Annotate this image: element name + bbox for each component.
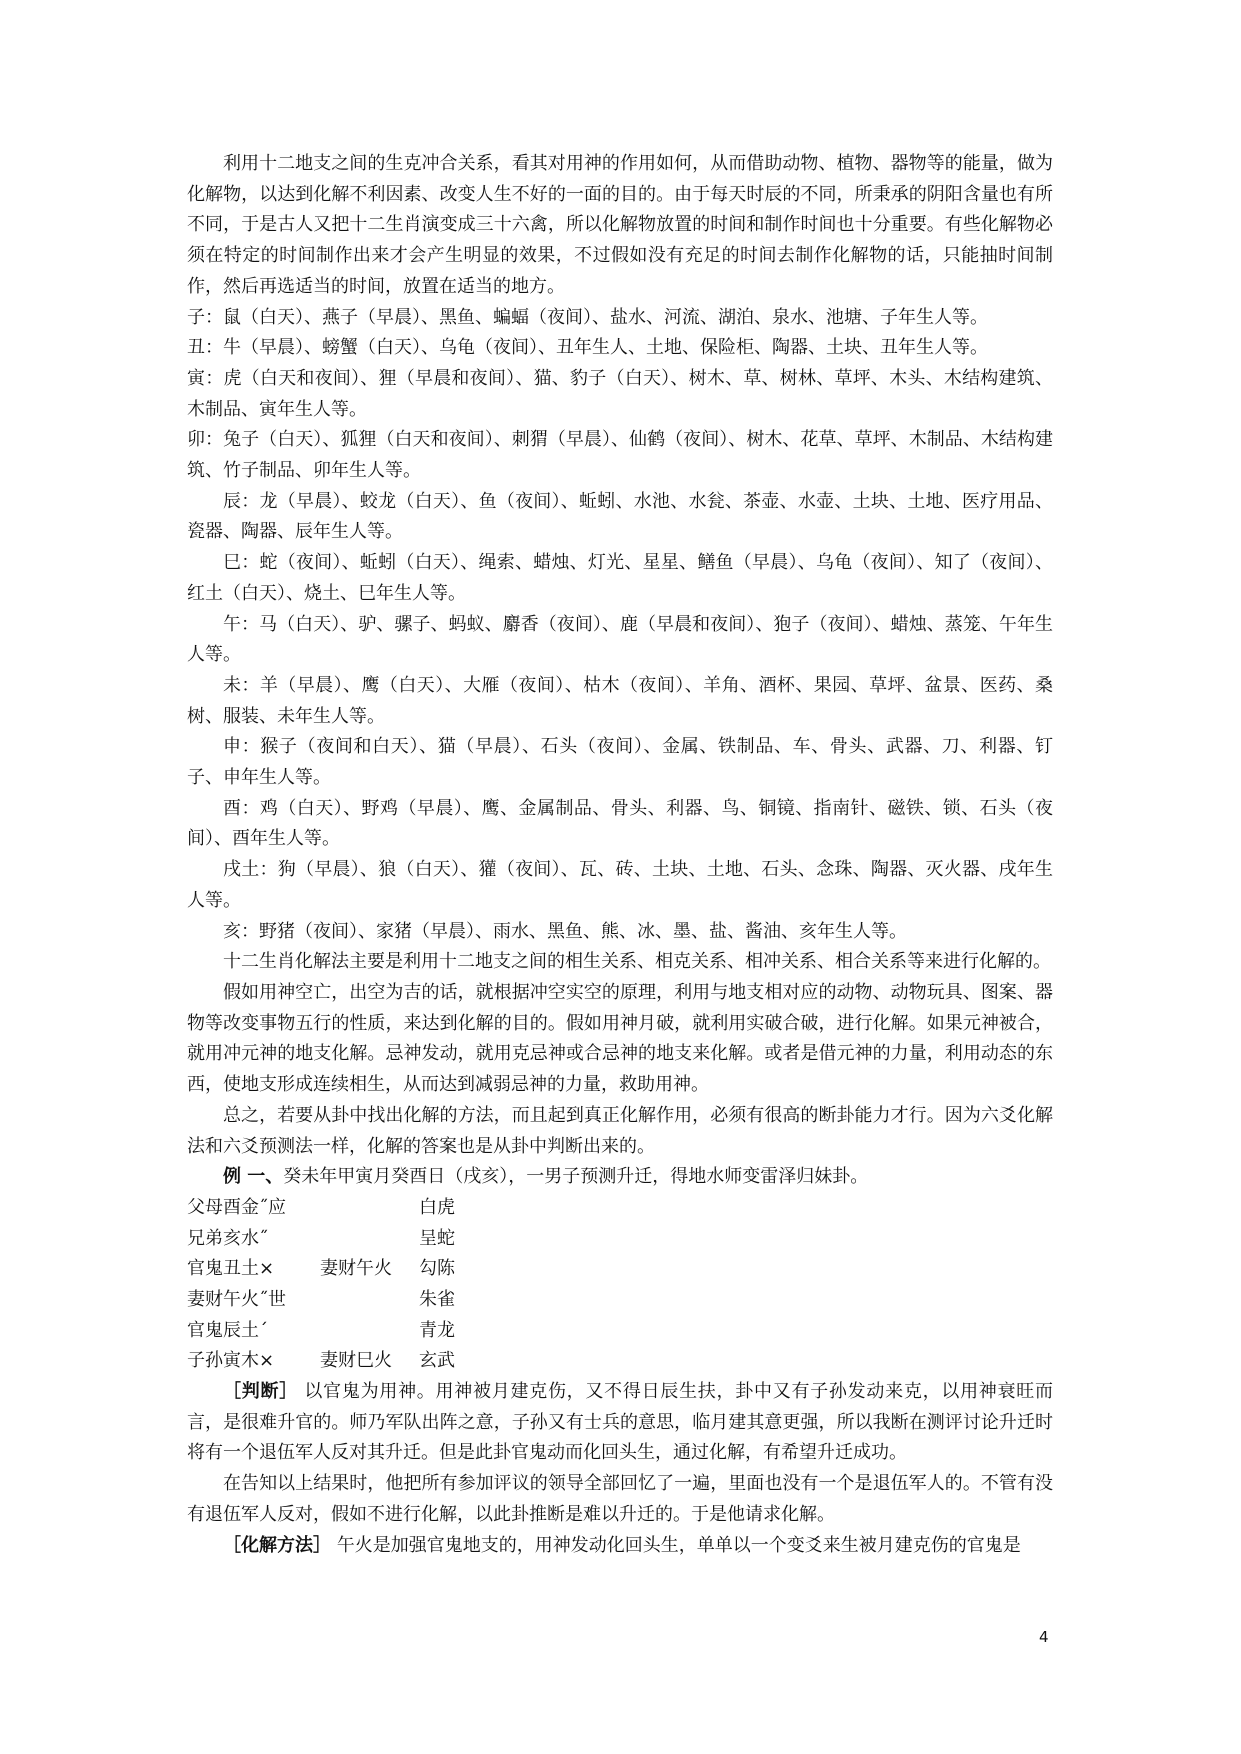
gua-yao: 子孙寅木× (187, 1350, 275, 1372)
gua-change: 妻财午火 (320, 1258, 392, 1280)
example-label: 例 一、 (223, 1166, 284, 1188)
gua-line (187, 1224, 1053, 1255)
gua-yao: 妻财午火˝世 (187, 1288, 286, 1310)
branch-line-shen: 申：猴子（夜间和白天）、猫（早晨）、石头（夜间）、金属、铁制品、车、骨头、武器、刀、利器、钉子、申年生人等。 (187, 736, 1053, 789)
gua-yao: 兄弟亥水˝ (187, 1227, 268, 1249)
example-paragraph (187, 1162, 1053, 1193)
gua-change (320, 1316, 419, 1347)
body-paragraph: 假如用神空亡，出空为吉的话，就根据冲空实空的原理，利用与地支相对应的动物、动物玩具、图案、器物等改变事物五行的性质，来达到化解的目的。假如用神月破，就利用实破合破，进行化解。如果元神被合，就用冲元神的地支化解。忌神发动，就用克忌神或合忌神的地支来化解。或者是借元神的力量，利用动态的东西，使地支形成连续相生，从而达到减弱忌神的力量，救助用神。 (187, 981, 1053, 1096)
branch-line-chou: 丑：牛（早晨）、螃蟹（白天）、乌龟（夜间）、丑年生人、土地、保险柜、陶器、土块、丑年生人等。 (187, 337, 988, 359)
gua-yao: 官鬼辰土ˊ (187, 1319, 268, 1341)
gua-line (187, 1285, 1053, 1316)
method-text: 午火是加强官鬼地支的，用神发动化回头生，单单以一个变爻来生被月建克伤的官鬼是 (336, 1534, 1021, 1556)
branch-line-yin: 寅：虎（白天和夜间）、狸（早晨和夜间）、猫、豹子（白天）、树木、草、树林、草坪、木头、木结构建筑、木制品、寅年生人等。 (187, 367, 1053, 420)
gua-change (320, 1285, 419, 1316)
gua-yao: 父母酉金˝应 (187, 1196, 286, 1218)
method-label: ［化解方法］ (223, 1534, 331, 1556)
gua-change (320, 1224, 419, 1255)
example-text: 癸未年甲寅月癸酉日（戌亥），一男子预测升迁，得地水师变雷泽归妹卦。 (283, 1166, 869, 1188)
gua-change (320, 1193, 419, 1224)
body-text (187, 149, 1053, 1561)
branch-line-wu: 午：马（白天）、驴、骡子、蚂蚁、麝香（夜间）、鹿（早晨和夜间）、狍子（夜间）、蜡烛、蒸笼、午年生人等。 (187, 613, 1053, 666)
gua-yao: 官鬼丑土× (187, 1258, 275, 1280)
gua-beast: 玄武 (419, 1350, 455, 1372)
followup-paragraph: 在告知以上结果时，他把所有参加评议的领导全部回忆了一遍，里面也没有一个是退伍军人的。不管有没有退伍军人反对，假如不进行化解，以此卦推断是难以升迁的。于是他请求化解。 (187, 1473, 1053, 1525)
gua-line (187, 1316, 1053, 1347)
branch-line-xu: 戌土：狗（早晨）、狼（白天）、獾（夜间）、瓦、砖、土块、土地、石头、念珠、陶器、灭火器、戌年生人等。 (187, 859, 1053, 911)
judgment-label: ［判断］ (223, 1381, 298, 1403)
gua-line (187, 1193, 1053, 1224)
intro-paragraph: 利用十二地支之间的生克冲合关系，看其对用神的作用如何，从而借助动物、植物、器物等的能量，做为化解物，以达到化解不利因素、改变人生不好的一面的目的。由于每天时辰的不同，所秉承的阴阳含量也有所不同，于是古人又把十二生肖演变成三十六禽，所以化解物放置的时间和制作时间也十分重要。有些化解物必须在特定的时间制作出来才会产生明显的效果，不过假如没有充足的时间去制作化解物的话，只能抽时间制作，然后再选适当的时间，放置在适当的地方。 (187, 153, 1053, 297)
branch-line-chen: 辰：龙（早晨）、蛟龙（白天）、鱼（夜间）、蚯蚓、水池、水瓮、茶壶、水壶、土块、土地、医疗用品、瓷器、陶器、辰年生人等。 (187, 490, 1053, 543)
branch-line-mao: 卯：兔子（白天）、狐狸（白天和夜间）、刺猬（早晨）、仙鹤（夜间）、树木、花草、草坪、木制品、木结构建筑、竹子制品、卯年生人等。 (187, 429, 1053, 482)
gua-change: 妻财巳火 (320, 1350, 392, 1372)
judgment-paragraph (187, 1377, 1053, 1469)
gua-table (187, 1193, 1053, 1377)
gua-line (187, 1346, 1053, 1377)
branch-line-si: 巳：蛇（夜间）、蚯蚓（白天）、绳索、蜡烛、灯光、星星、鳝鱼（早晨）、乌龟（夜间）、知了（夜间）、红土（白天）、烧土、巳年生人等。 (187, 552, 1053, 604)
gua-beast: 朱雀 (419, 1288, 455, 1310)
gua-line (187, 1254, 1053, 1285)
gua-beast: 青龙 (419, 1319, 455, 1341)
judgment-text: 以官鬼为用神。用神被月建克伤，又不得日辰生扶，卦中又有子孙发动来克，以用神衰旺而言，是很难升官的。师乃军队出阵之意，子孙又有士兵的意思，临月建其意更强，所以我断在测评讨论升迁时将有一个退伍军人反对其升迁。但是此卦官鬼动而化回头生，通过化解，有希望升迁成功。 (187, 1381, 1054, 1464)
branch-line-hai: 亥：野猪（夜间）、家猪（早晨）、雨水、黑鱼、熊、冰、墨、盐、酱油、亥年生人等。 (223, 920, 907, 942)
body-paragraph: 总之，若要从卦中找出化解的方法，而且起到真正化解作用，必须有很高的断卦能力才行。因为六爻化解法和六爻预测法一样，化解的答案也是从卦中判断出来的。 (187, 1104, 1053, 1157)
branch-line-you: 酉：鸡（白天）、野鸡（早晨）、鹰、金属制品、骨头、利器、鸟、铜镜、指南针、磁铁、锁、石头（夜间）、酉年生人等。 (187, 797, 1053, 850)
gua-beast: 白虎 (419, 1196, 455, 1218)
body-paragraph: 十二生肖化解法主要是利用十二地支之间的相生关系、相克关系、相冲关系、相合关系等来进行化解的。 (223, 951, 1051, 973)
method-paragraph (187, 1531, 1053, 1562)
branch-line-wei: 未：羊（早晨）、鹰（白天）、大雁（夜间）、枯木（夜间）、羊角、酒杯、果园、草坪、盆景、医药、桑树、服装、未年生人等。 (187, 674, 1053, 727)
gua-beast: 呈蛇 (419, 1227, 455, 1249)
gua-beast: 勾陈 (419, 1258, 455, 1280)
branch-line-zi: 子：鼠（白天）、燕子（早晨）、黑鱼、蝙蝠（夜间）、盐水、河流、湖泊、泉水、池塘、子年生人等。 (187, 306, 988, 328)
page-number: 4 (1039, 1628, 1049, 1646)
